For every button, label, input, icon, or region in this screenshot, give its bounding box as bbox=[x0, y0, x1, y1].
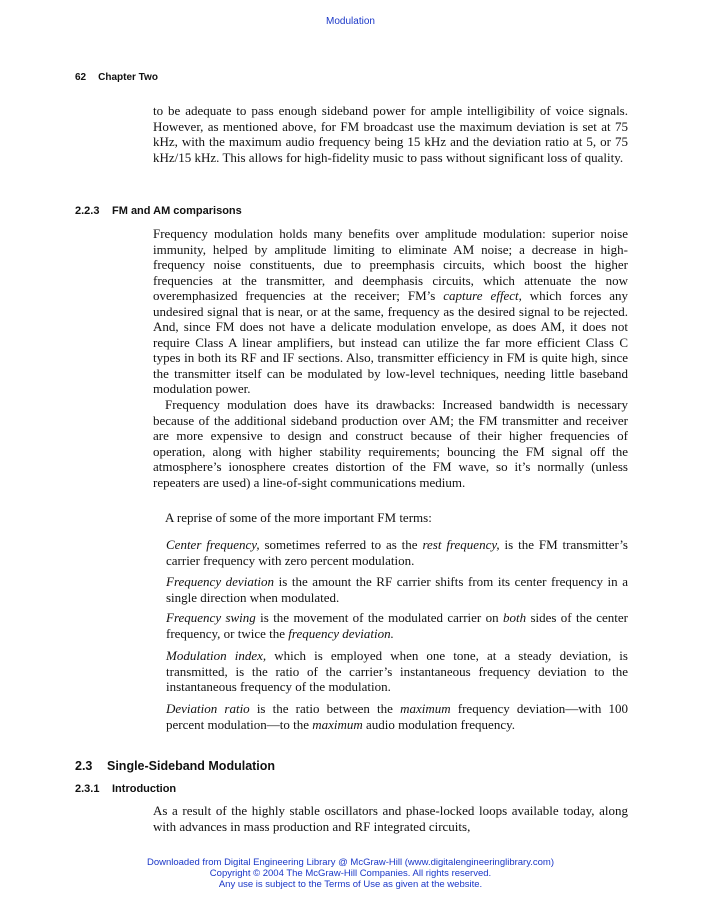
emphasis: maximum bbox=[312, 716, 363, 732]
text-run: is the movement of the modulated carrier on bbox=[255, 610, 503, 625]
text-run: frequency deviation—with 100 percent modulation—to the bbox=[166, 701, 628, 732]
term-label: Deviation ratio bbox=[166, 701, 250, 716]
text-run: which forces any undesired signal that is near, or at the same, frequency as the desired signal to be rejected. And, since FM does not have a delicate modulation envelope, as does AM, it does not require Class A linear amplifiers, but instead can utilize the far more efficient Class C types in both its RF and IF sections. Also, transmitter efficiency in FM is quite high, since the transmitter itself can be modulated by low-level techniques, needing little baseband modulation power. bbox=[153, 288, 628, 396]
term-label: Frequency deviation bbox=[166, 574, 275, 589]
paragraph-fm-benefits bbox=[153, 226, 628, 397]
text-run: is the FM transmitter’s carrier frequency with zero percent modulation. bbox=[166, 537, 628, 568]
section-title: Single-Sideband Modulation bbox=[107, 759, 276, 773]
section-number: 2.2.3 bbox=[75, 205, 100, 217]
text-run: sometimes referred to as the bbox=[259, 537, 423, 552]
term-deviation-ratio bbox=[166, 701, 628, 732]
term-label: Frequency swing bbox=[166, 610, 256, 625]
footer-copyright[interactable] bbox=[0, 857, 701, 890]
chapter-title: Chapter Two bbox=[98, 72, 158, 83]
term-label: Center frequency, bbox=[166, 537, 260, 552]
text-run: audio modulation frequency. bbox=[362, 716, 515, 732]
text-run: is the ratio between the bbox=[249, 701, 401, 716]
text-run: Frequency modulation holds many benefits over amplitude modulation: superior noise immunity, helped by amplitude limiting to eliminate AM noise; a decrease in high-frequency noise constituents, due to preemphasis circuits, which boost the higher frequencies at the transmitter, and deemphasis circuits, which attenuate the now overemphasized frequencies at the receiver; FM’s bbox=[153, 226, 628, 303]
section-heading-2-2-3 bbox=[75, 205, 242, 217]
text-run: which is employed when one tone, at a steady deviation, is transmitted, is the ratio of the carrier’s instantaneous frequency deviation to the instantaneous frequency of the modulation. bbox=[166, 648, 628, 694]
footer-line-terms[interactable]: Any use is subject to the Terms of Use as given at the website. bbox=[218, 879, 483, 890]
emphasis: maximum bbox=[400, 701, 451, 716]
section-heading-2-3-1 bbox=[75, 783, 176, 795]
term-modulation-index bbox=[166, 648, 628, 695]
paragraph-ssb-intro: As a result of the highly stable oscillators and phase-locked loops available today, along with advances in mass production and RF integrated circuits, bbox=[153, 803, 628, 834]
header-link-modulation[interactable]: Modulation bbox=[326, 16, 375, 27]
running-header bbox=[75, 72, 158, 83]
section-number: 2.3 bbox=[75, 759, 93, 773]
term-frequency-deviation bbox=[166, 574, 628, 605]
text-run: sides of the center frequency, or twice the bbox=[166, 610, 628, 641]
emphasis: frequency deviation. bbox=[288, 625, 394, 641]
paragraph-fm-drawbacks: Frequency modulation does have its drawbacks: Increased bandwidth is necessary because of the additional sideband production over AM; the FM transmitter and receiver are more expensive to design and construct because of their higher frequencies of operation, along with higher stability requirements; bouncing the FM signal off the atmosphere’s ionosphere creates distortion of the FM wave, so it’s normally (unless repeaters are used) a line-of-sight communications medium. bbox=[153, 397, 628, 490]
term-frequency-swing bbox=[166, 610, 628, 641]
term-label: Modulation index, bbox=[166, 648, 267, 663]
section-title: FM and AM comparisons bbox=[112, 205, 242, 217]
term-center-frequency bbox=[166, 537, 628, 568]
page-number: 62 bbox=[75, 72, 87, 83]
footer-line-download[interactable]: Downloaded from Digital Engineering Library @ McGraw-Hill (www.digitalengineeringlibrary.com) bbox=[146, 857, 555, 868]
section-heading-2-3 bbox=[75, 759, 275, 773]
section-number: 2.3.1 bbox=[75, 783, 100, 795]
emphasis: rest frequency, bbox=[422, 537, 500, 552]
text-run: is the amount the RF carrier shifts from its center frequency in a single direction when modulated. bbox=[166, 574, 628, 605]
section-title: Introduction bbox=[112, 783, 177, 795]
paragraph-reprise: A reprise of some of the more important FM terms: bbox=[165, 510, 432, 525]
footer-line-copyright: Copyright © 2004 The McGraw-Hill Companies. All rights reserved. bbox=[209, 868, 492, 879]
emphasis: both bbox=[502, 610, 527, 625]
emphasis-capture-effect: capture effect, bbox=[443, 288, 522, 303]
paragraph-intro: to be adequate to pass enough sideband power for ample intelligibility of voice signals. However, as mentioned above, for FM broadcast use the maximum deviation is set at 75 kHz, with the maximum audio frequency being 15 kHz and the deviation ratio at 5, or 75 kHz/15 kHz. This allows for high-fidelity music to pass without significant loss of quality. bbox=[153, 103, 628, 165]
